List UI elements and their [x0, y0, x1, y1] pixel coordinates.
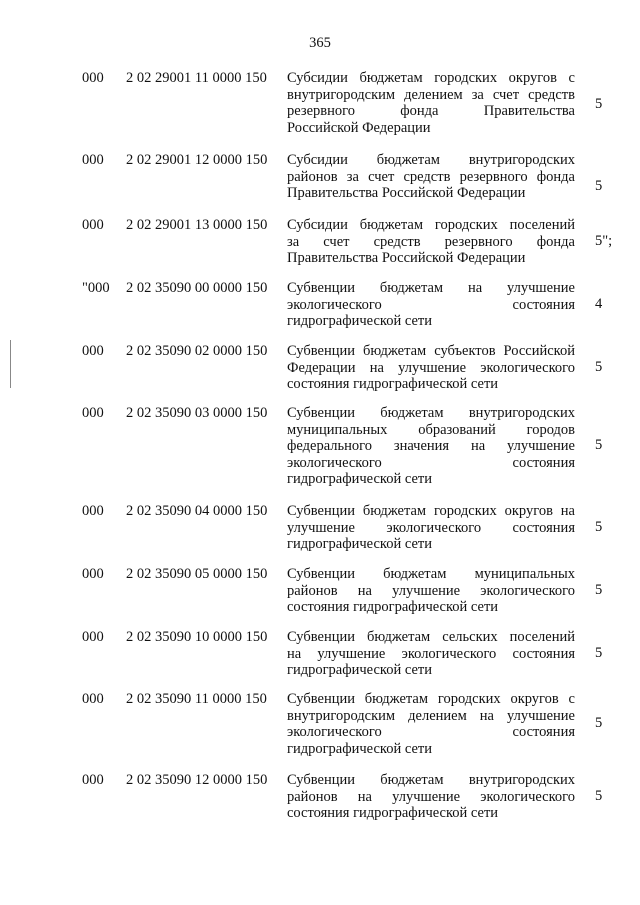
description-line: гидрографической сети [287, 471, 432, 488]
description-line: Субвенции бюджетам муниципальных [287, 566, 575, 582]
description-line: районов на улучшение экологического [287, 582, 575, 599]
level-value: 5 [595, 96, 603, 112]
income-code: 2 02 35090 05 0000 150 [126, 566, 268, 582]
admin-code: 000 [82, 70, 104, 86]
income-code: 2 02 35090 12 0000 150 [126, 772, 268, 788]
description-line: Субвенции бюджетам субъектов Российской [287, 343, 575, 359]
income-code: 2 02 35090 03 0000 150 [126, 405, 268, 421]
description-line: Субвенции бюджетам внутригородских [287, 405, 575, 421]
income-description [287, 70, 575, 136]
admin-code: 000 [82, 566, 104, 582]
page-number: 365 [309, 35, 331, 51]
description-line: состояния гидрографической сети [287, 376, 499, 393]
income-code: 2 02 29001 13 0000 150 [126, 217, 268, 233]
description-line: Правительства Российской Федерации [287, 185, 526, 202]
description-line: Субвенции бюджетам сельских поселений [287, 629, 575, 645]
description-line: за счет средств резервного фонда [287, 233, 575, 250]
level-value: 5 [595, 582, 603, 598]
income-description [287, 566, 575, 616]
description-line: гидрографической сети [287, 662, 432, 679]
description-line: Субвенции бюджетам на улучшение [287, 280, 575, 296]
description-line: гидрографической сети [287, 313, 432, 330]
level-value: 5 [595, 359, 603, 375]
admin-code: 000 [82, 772, 104, 788]
level-value: 5 [595, 645, 603, 661]
description-line: районов за счет средств резервного фонда [287, 168, 575, 185]
income-code: 2 02 35090 10 0000 150 [126, 629, 268, 645]
description-line: на улучшение экологического состояния [287, 645, 575, 662]
income-description [287, 280, 575, 330]
income-description [287, 691, 575, 757]
admin-code: 000 [82, 343, 104, 359]
income-description [287, 629, 575, 679]
admin-code: 000 [82, 691, 104, 707]
description-line: экологического состояния [287, 296, 575, 313]
description-line: внутригородским делением за счет средств [287, 86, 575, 103]
admin-code: 000 [82, 405, 104, 421]
income-code: 2 02 29001 12 0000 150 [126, 152, 268, 168]
description-line: внутригородским делением на улучшение [287, 707, 575, 724]
admin-code: 000 [82, 152, 104, 168]
description-line: резервного фонда Правительства [287, 103, 575, 120]
description-line: Правительства Российской Федерации [287, 250, 526, 267]
description-line: гидрографической сети [287, 740, 432, 757]
description-line: гидрографической сети [287, 536, 432, 553]
level-value: 5 [595, 437, 603, 453]
income-code: 2 02 35090 00 0000 150 [126, 280, 268, 296]
income-code: 2 02 35090 04 0000 150 [126, 503, 268, 519]
description-line: районов на улучшение экологического [287, 788, 575, 805]
income-description [287, 343, 575, 393]
description-line: состояния гидрографической сети [287, 599, 499, 616]
level-value: 5 [595, 788, 603, 804]
description-line: муниципальных образований городов [287, 421, 575, 438]
income-description [287, 772, 575, 822]
income-description [287, 405, 575, 488]
description-line: Субвенции бюджетам внутригородских [287, 772, 575, 788]
description-line: Субсидии бюджетам городских округов с [287, 70, 575, 86]
description-line: улучшение экологического состояния [287, 519, 575, 536]
level-value: 4 [595, 296, 603, 312]
admin-code: 000 [82, 503, 104, 519]
level-value: 5"; [595, 233, 613, 249]
description-line: Субсидии бюджетам городских поселений [287, 217, 575, 233]
description-line: экологического состояния [287, 454, 575, 471]
income-description [287, 503, 575, 553]
income-description [287, 152, 575, 202]
level-value: 5 [595, 178, 603, 194]
income-code: 2 02 35090 11 0000 150 [126, 691, 267, 707]
margin-mark [10, 340, 11, 388]
description-line: состояния гидрографической сети [287, 805, 499, 822]
income-code: 2 02 29001 11 0000 150 [126, 70, 267, 86]
description-line: федерального значения на улучшение [287, 438, 575, 455]
income-description [287, 217, 575, 267]
level-value: 5 [595, 715, 603, 731]
description-line: Субсидии бюджетам внутригородских [287, 152, 575, 168]
description-line: экологического состояния [287, 724, 575, 741]
description-line: Федерации на улучшение экологического [287, 359, 575, 376]
admin-code: "000 [82, 280, 110, 296]
income-code: 2 02 35090 02 0000 150 [126, 343, 268, 359]
admin-code: 000 [82, 629, 104, 645]
description-line: Российской Федерации [287, 119, 431, 136]
level-value: 5 [595, 519, 603, 535]
description-line: Субвенции бюджетам городских округов на [287, 503, 575, 519]
description-line: Субвенции бюджетам городских округов с [287, 691, 575, 707]
admin-code: 000 [82, 217, 104, 233]
